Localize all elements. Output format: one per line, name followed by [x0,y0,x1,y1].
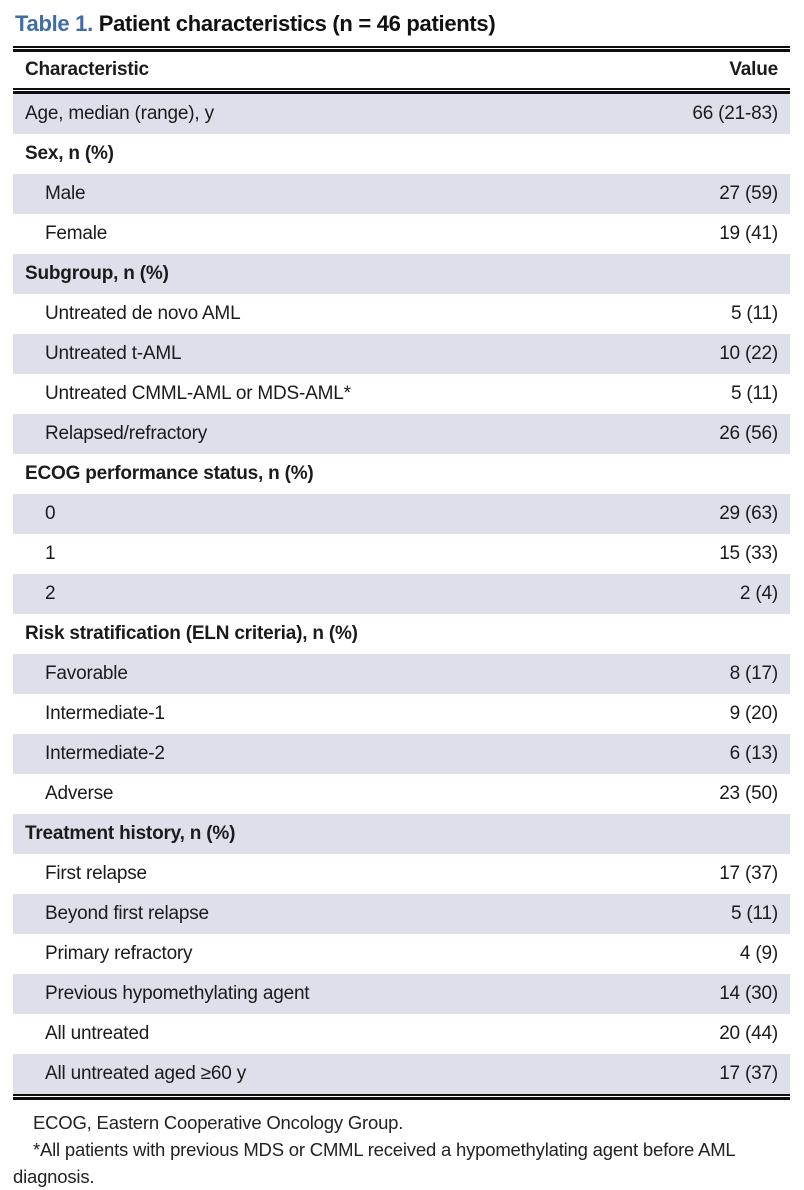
table-body [13,94,790,1094]
row-value: 17 (37) [719,863,778,884]
table-number-label: Table 1. [15,11,93,36]
section-header-row [13,814,790,854]
row-label: Sex, n (%) [25,143,114,164]
row-value: 20 (44) [719,1023,778,1044]
table-row [13,534,790,574]
row-label: Beyond first relapse [45,903,209,924]
row-value: 5 (11) [730,303,778,324]
row-value: 23 (50) [719,783,778,804]
row-value: 5 (11) [730,383,778,404]
row-label: Subgroup, n (%) [25,263,169,284]
section-header-row [13,134,790,174]
table-row [13,1014,790,1054]
row-label: Untreated CMML-AML or MDS-AML* [45,383,351,404]
table-row [13,1054,790,1094]
row-label: ECOG performance status, n (%) [25,463,314,484]
row-label: Favorable [45,663,128,684]
row-value: 66 (21-83) [692,103,778,124]
table-row [13,494,790,534]
row-label: Untreated de novo AML [45,303,241,324]
row-label: Primary refractory [45,943,193,964]
table-title-text: Patient characteristics (n = 46 patients) [98,11,496,36]
section-header-row [13,254,790,294]
row-value: 2 (4) [739,583,778,604]
row-label: All untreated aged ≥60 y [45,1063,247,1084]
table-row [13,214,790,254]
row-value: 14 (30) [719,983,778,1004]
table-row [13,774,790,814]
table-row [13,894,790,934]
row-label: 0 [45,503,56,524]
table-row [13,734,790,774]
row-label: Adverse [45,783,114,804]
column-header-characteristic: Characteristic [25,59,149,80]
row-label: All untreated [45,1023,150,1044]
column-header-value: Value [729,59,778,80]
row-label: Treatment history, n (%) [25,823,236,844]
row-label: 2 [45,583,56,604]
row-value: 10 (22) [719,343,778,364]
row-value: 6 (13) [729,743,778,764]
column-header-row [13,52,790,88]
table-row [13,334,790,374]
row-label: Relapsed/refractory [45,423,207,444]
row-label: Female [45,223,108,244]
row-value: 8 (17) [729,663,778,684]
table-row [13,174,790,214]
section-header-row [13,454,790,494]
row-value: 17 (37) [719,1063,778,1084]
row-label: Previous hypomethylating agent [45,983,310,1004]
section-header-row [13,614,790,654]
table-row [13,854,790,894]
footnote-line: *All patients with previous MDS or CMML received a hypomethylating agent before AML diagnosis. [13,1139,735,1187]
row-label: Age, median (range), y [25,103,214,124]
row-label: Intermediate-2 [45,743,165,764]
row-value: 4 (9) [739,943,778,964]
row-value: 5 (11) [730,903,778,924]
row-label: Untreated t-AML [45,343,182,364]
footnote-line: ECOG, Eastern Cooperative Oncology Group. [33,1112,404,1133]
row-label: Male [45,183,86,204]
table-row [13,574,790,614]
row-label: Risk stratification (ELN criteria), n (%) [25,623,358,644]
table-caption [13,0,790,46]
table-row [13,654,790,694]
table-row [13,974,790,1014]
row-value: 9 (20) [729,703,778,724]
row-label: Intermediate-1 [45,703,165,724]
row-value: 19 (41) [719,223,778,244]
table-row [13,934,790,974]
row-value: 26 (56) [719,423,778,444]
table-row [13,414,790,454]
row-label: 1 [45,543,56,564]
table-row [13,694,790,734]
table-row [13,374,790,414]
row-value: 15 (33) [719,543,778,564]
table-row [13,94,790,134]
footnotes [13,1100,790,1190]
row-value: 29 (63) [719,503,778,524]
table-row [13,294,790,334]
row-label: First relapse [45,863,147,884]
row-value: 27 (59) [719,183,778,204]
